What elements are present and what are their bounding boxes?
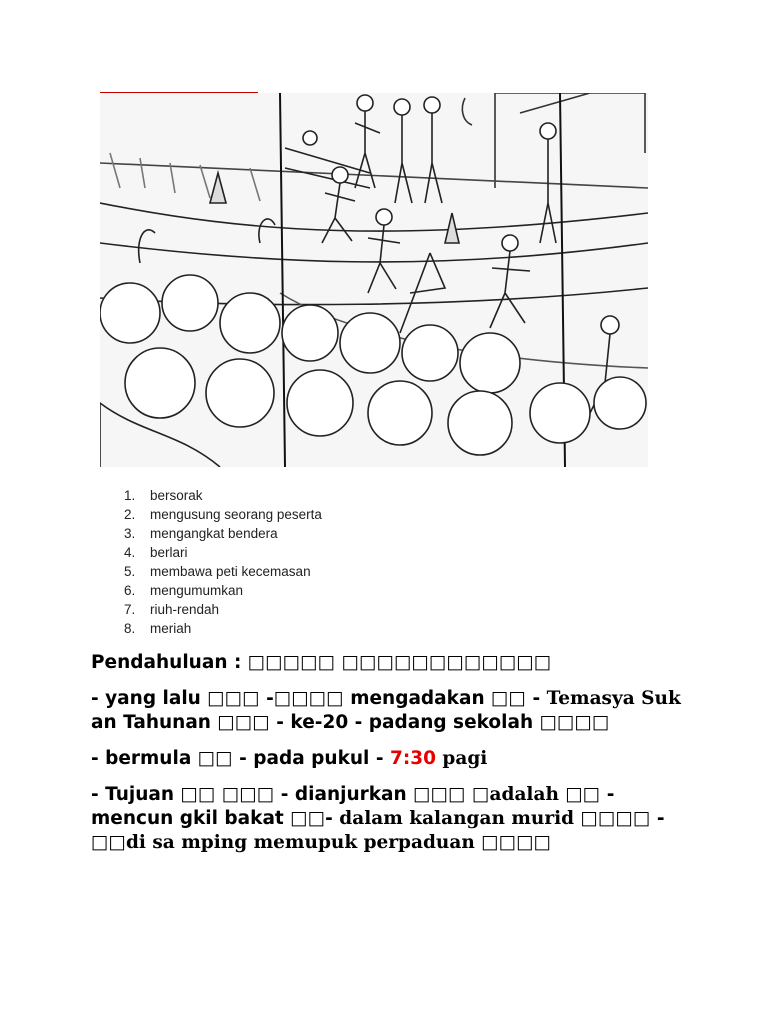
- note-line-event: - yang lalu □□□ -□□□□ mengadakan □□ - Temasya Suk an Tahunan □□□ - ke-20 - padang sekolah □□□□: [91, 688, 681, 733]
- time-value: 7:30: [389, 748, 436, 769]
- essay-notes: [91, 651, 681, 867]
- vocabulary-list: [124, 486, 322, 638]
- list-item: 2. mengusung seorang peserta: [124, 507, 322, 522]
- note-line-time: - bermula □□ - pada pukul - 7:30 pagi: [91, 748, 488, 769]
- intro-line: Pendahuluan : □□□□□ □□□□□□□□□□□□: [91, 652, 552, 673]
- list-item: 1. bersorak: [124, 488, 203, 503]
- sports-day-illustration: [100, 93, 648, 467]
- list-item: 8. meriah: [124, 621, 192, 636]
- list-item: 6. mengumumkan: [124, 583, 244, 598]
- list-item: 3. mengangkat bendera: [124, 526, 278, 541]
- list-item: 7. riuh-rendah: [124, 602, 220, 617]
- note-line-purpose: - Tujuan □□ □□□ - dianjurkan □□□ □adalah □□ - mencun gkil bakat □□- dalam kalangan murid □□□□ - □□di sa mping memupuk perpaduan □□□□: [91, 784, 665, 853]
- list-item: 4. berlari: [124, 545, 188, 560]
- list-item: 5. membawa peti kecemasan: [124, 564, 311, 579]
